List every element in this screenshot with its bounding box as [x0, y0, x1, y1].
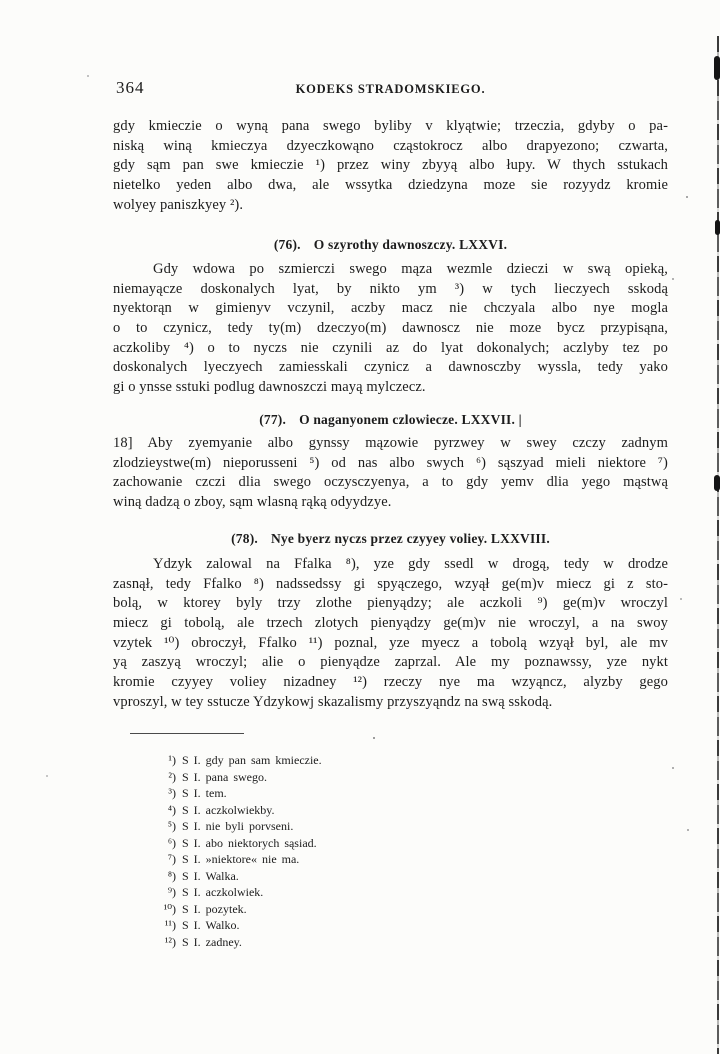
footnote-line: [150, 917, 550, 934]
section-title: O szyrothy dawnoszczy. LXXVI.: [313, 237, 508, 252]
text-line: nietelko yeden albo dwa, ale wssytka dziedzyna moze sie rozyydz kromie: [113, 177, 668, 194]
text-line: wolyey paniszkyey ²).: [113, 196, 244, 213]
text-line: o to czynicz, tedy ty(m) dzeczyo(m) dawnoscz nie moze bycz przypisąna,: [113, 320, 668, 337]
scan-artifact-specks: [0, 0, 2, 2]
text-line: niską winą kmieczya dzyeczkowąno cząstokrocz albo drapyezono; czwarta,: [113, 137, 668, 154]
scan-artifact-blob: [714, 475, 720, 491]
text-line: zasnął, tedy Ffalko ⁸) nadssedssy gi spyączego, wzyął ge(m)v miecz gi z sto-: [113, 575, 668, 592]
footnote-number: ⁶): [167, 835, 176, 850]
footnote-number: ¹): [168, 753, 176, 767]
footnote-line: [150, 934, 550, 951]
footnote-text: S I. pozytek.: [182, 901, 247, 916]
footnote-line: [150, 868, 550, 885]
footnote-text: S I. aczkolwiek.: [182, 885, 264, 899]
text-line: kromie czyyey voliey nizadney ¹²) rzeczy nye ma wzyąncz, alyzby gego: [113, 674, 668, 691]
footnote-text: S I. aczkolwiekby.: [182, 802, 275, 817]
footnote-number: ³): [168, 786, 176, 800]
footnote-number: ⁸): [167, 868, 176, 883]
footnote-text: S I. tem.: [182, 786, 227, 800]
section-title: Nye byerz nyczs przez czyyey voliey. LXXVIII.: [270, 531, 550, 546]
footnote-number: ¹⁰): [163, 901, 176, 916]
section-heading-78: [113, 531, 668, 547]
footnote-line: [150, 818, 550, 835]
footnote-line: [150, 785, 550, 802]
text-line: Gdy wdowa po szmierczi swego mąza wezmle dzieczi w swą opieką,: [153, 261, 668, 277]
footnote-line: [150, 901, 550, 918]
text-line: vzytek ¹⁰) obroczył, Ffalko ¹¹) poznal, yze myecz a tobolą wzyął byl, ale mv: [113, 634, 668, 651]
text-line: winą dadzą o zboy, sąm wlasną rąką odyydzye.: [113, 494, 392, 511]
section-heading-76: [113, 237, 668, 253]
scan-artifact-blob: [715, 220, 720, 235]
section-heading-77: [113, 412, 668, 428]
footnote-text: S I. Walko.: [182, 918, 240, 932]
footnote-text: S I. nie byli porvseni.: [182, 819, 294, 833]
text-line: miecz gi tobolą, ale trzech zlotych pienyądzy ge(m)v nie wroczyl, a na swoy: [113, 615, 668, 632]
section-title: O naganyonem czlowiecze. LXXVII. |: [299, 412, 522, 427]
paragraph-section-78: [113, 555, 668, 713]
footnote-text: S I. »niektore« nie ma.: [182, 852, 300, 866]
footnotes-block: [150, 752, 550, 950]
page-number: 364: [116, 78, 145, 97]
footnote-number: ⁴): [167, 802, 176, 817]
text-line: zlodzieystwe(m) nieporusseni ⁵) od nas albo swych ⁶) sąszyad mieli niektore ⁷): [113, 454, 668, 471]
footnote-line: [150, 769, 550, 786]
footnote-separator: [130, 733, 244, 734]
footnote-line: [150, 851, 550, 868]
footnote-line: [150, 835, 550, 852]
paragraph-section-76: [113, 260, 668, 398]
text-line: gdy sąm pan swe kmieczie ¹) przez winy zbyyą albo łupy. W thych sstukach: [113, 157, 668, 174]
scan-artifact-edge-line: [717, 36, 719, 1054]
footnote-number: ⁵): [167, 819, 176, 833]
paragraph-continuation: [113, 117, 668, 215]
footnote-number: ¹²): [164, 934, 176, 949]
footnote-line: [150, 802, 550, 819]
text-line: vproszyl, w tey sstucze Ydzykowj skazalismy przyszyąndz na swą sskodą.: [113, 693, 553, 710]
footnote-text: S I. abo niektorych sąsiad.: [182, 835, 317, 850]
section-number: (78).: [231, 531, 258, 546]
text-line: aczkoliby ⁴) o to nyczs nie czynili az do lyat dokonalych; aczlyby tez po: [113, 339, 668, 356]
section-number: (76).: [273, 237, 301, 252]
text-line: nyektorąn w gimienyv vczynil, aczby macz nie chczyala albo nye mogla: [113, 300, 668, 317]
section-number: (77).: [259, 412, 287, 427]
footnote-number: ⁷): [167, 852, 176, 866]
footnote-number: ⁹): [167, 885, 176, 899]
footnote-number: ²): [168, 769, 176, 784]
text-line: doskonalych lyeczyech zamiesskali czynicz a dawnosczby wyssla, tedy yako: [113, 359, 668, 376]
footnote-text: S I. Walka.: [182, 868, 239, 883]
scan-artifact-blob: [714, 56, 720, 80]
text-line: zachowanie czczi dlia swego oczysczyenya, a to gdy yemv dlia yego mąstwą: [113, 474, 668, 491]
text-line: gi o ynsse sstuki podlug dawnoszczi mayą mylczecz.: [113, 379, 426, 396]
text-line: yą zaszyą wroczyl; alie o pienyądze zaprzal. Ale my poznawssy, yze nykt: [113, 654, 668, 671]
text-line: Ydzyk zalowal na Ffalka ⁸), yze gdy ssedl w drogą, tedy w drodze: [153, 556, 668, 572]
text-line: bolą, w ktorey byly trzy zlothe pienyądzy; ale aczkoli ⁹) ge(m)v wroczyl: [113, 595, 668, 612]
paragraph-section-77: [113, 434, 668, 513]
text-line: 18] Aby zyemyanie albo gynssy mązowie pyrzwey w swey czczy zadnym: [113, 435, 668, 451]
text-line: gdy kmieczie o wyną pana swego byliby v klyątwie; trzeczia, gdyby o pa-: [113, 118, 668, 134]
footnote-text: S I. pana swego.: [182, 769, 267, 784]
footnote-text: S I. zadney.: [182, 934, 242, 949]
footnote-number: ¹¹): [164, 918, 176, 932]
footnote-line: [150, 884, 550, 901]
footnote-text: S I. gdy pan sam kmieczie.: [182, 753, 322, 767]
text-line: niemayącze doskonalych lyat, by nikto ym ³) w tych lieczyech sskodą: [113, 280, 668, 297]
running-title: KODEKS STRADOMSKIEGO.: [295, 82, 486, 96]
footnote-line: [150, 752, 550, 769]
